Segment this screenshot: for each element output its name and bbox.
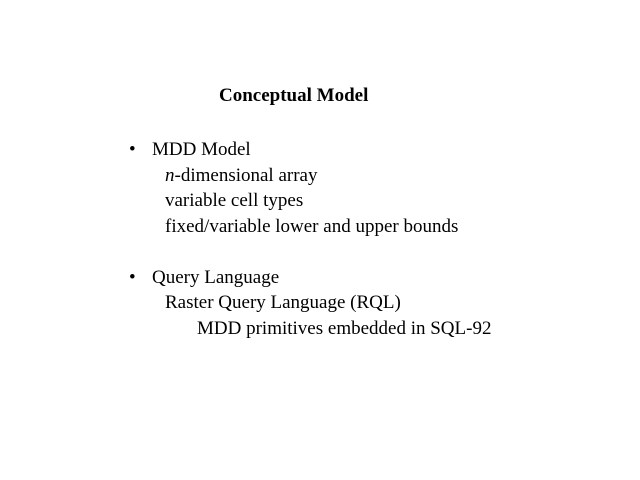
sub-item-ndimensional-array [165, 165, 317, 187]
italic-prefix: n [165, 165, 175, 186]
slide-title: Conceptual Model [219, 85, 369, 106]
bullet-icon: • [129, 267, 136, 288]
sub-item-mdd-primitives: MDD primitives embedded in SQL-92 [197, 318, 492, 339]
section-heading-mdd-model: MDD Model [152, 139, 251, 160]
bullet-icon: • [129, 139, 136, 160]
sub-item-rql: Raster Query Language (RQL) [165, 292, 401, 313]
section-heading-query-language: Query Language [152, 267, 280, 288]
sub-item-bounds: fixed/variable lower and upper bounds [165, 216, 459, 237]
sub-item-text: -dimensional array [174, 165, 318, 186]
sub-item-variable-cell-types: variable cell types [165, 190, 304, 211]
